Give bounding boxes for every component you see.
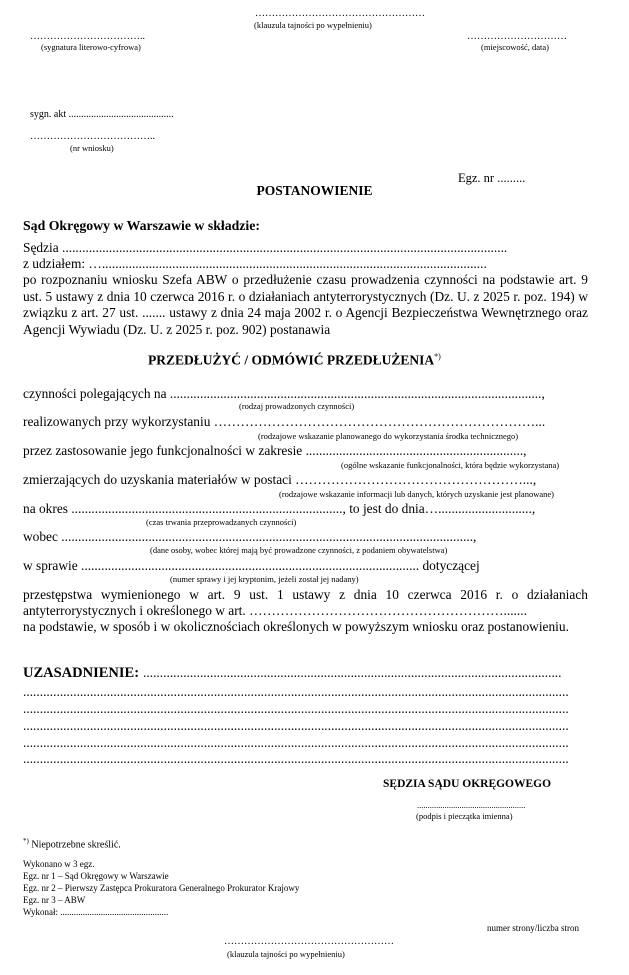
footnote-mark: *)	[23, 837, 29, 845]
executed-by: Wykonał: ................................................	[23, 907, 169, 917]
justification-line-0: .............................................................................................................................	[143, 665, 562, 680]
judge-line: Sędzia .....................................................................................................................................	[23, 240, 508, 255]
period-line: na okres ................................................................................., to jest do dnia…............................,	[23, 501, 536, 516]
judge-signature-title: SĘDZIA SĄDU OKRĘGOWEGO	[383, 778, 552, 790]
copy-2: Egz. nr 2 – Pierwszy Zastępca Prokuratora Generalnego Prokurator Krajowy	[23, 883, 300, 893]
against-line: wobec ...........................................................................................................................,	[23, 529, 477, 544]
intro-paragraph: po rozpoznaniu wniosku Szefa ABW o przedłużenie czasu prowadzenia czynności na podstawie art. 9 ust. 5 ustawy z dnia 10 czerwca 2016 r. o działaniach antyterrorystycznych (Dz. U. z 2025 r. poz. 194) w związku z art. 27 ust. ....... ustawy z dnia 24 maja 2002 r. o Agencji Bezpieczeństwa Wewnętrznego oraz Agencji Wywiadu (Dz. U. z 2025 r. poz. 902) postanawia	[23, 272, 588, 337]
decision-heading-text: PRZEDŁUŻYĆ / ODMÓWIĆ PRZEDŁUŻENIA	[148, 352, 435, 368]
activities-hint: (rodzaj prowadzonych czynności)	[239, 401, 355, 411]
copies-made: Wykonano w 3 egz.	[23, 859, 95, 869]
participation-line: z udziałem: …...................................................................................................................	[23, 256, 487, 271]
document-title: POSTANOWIENIE	[256, 183, 373, 198]
means-line: realizowanych przy wykorzystaniu ………………………………………………………………...	[23, 414, 546, 429]
footnote-text: Niepotrzebne skreślić.	[31, 839, 121, 851]
top-classification-label: (klauzula tajności po wypełnieniu)	[254, 20, 372, 30]
judge-signature-label: (podpis i pieczątka imienna)	[416, 811, 513, 821]
means-hint: (rodzajowe wskazanie planowanego do wykorzystania środka technicznego)	[258, 431, 519, 441]
copy-3: Egz. nr 3 – ABW	[23, 895, 86, 905]
justification-line-2: ...................................................................................................................................................................	[23, 701, 569, 716]
case-hint: (numer sprawy i jej kryptonim, jeżeli został jej nadany)	[170, 574, 359, 584]
against-hint: (dane osoby, wobec której mają być prowadzone czynności, z podaniem obywatelstwa)	[150, 545, 448, 555]
justification-first-row	[23, 664, 588, 682]
functionality-hint: (ogólne wskazanie funkcjonalności, która będzie wykorzystana)	[341, 460, 560, 470]
decision-heading	[148, 352, 441, 369]
justification-label: UZASADNIENIE:	[23, 665, 140, 681]
basis-paragraph: na podstawie, w sposób i w okolicznościach określonych w powyższym wniosku oraz postanowieniu.	[23, 619, 569, 634]
crime-paragraph: przestępstwa wymienionego w art. 9 ust. 1 ustawy z dnia 10 czerwca 2016 r. o działaniach antyterrorystycznych i określonego w art. ………………………………………………….......	[23, 587, 588, 618]
period-hint: (czas trwania przeprowadzanych czynności)	[146, 517, 297, 527]
judge-signature-dots: ...................................................	[417, 800, 526, 810]
place-date-label: (miejscowość, data)	[481, 42, 549, 52]
signature-code-label: (sygnatura literowo-cyfrowa)	[41, 42, 141, 52]
justification-line-5: ...................................................................................................................................................................	[23, 751, 569, 766]
activities-line: czynności polegających na ...............................................................................................................,	[23, 386, 545, 401]
case-line: w sprawie ..................................................................................................... dotyczącej	[23, 558, 480, 573]
functionality-line: przez zastosowanie jego funkcjonalności w zakresie .................................................................,	[23, 443, 527, 458]
place-date-dots: …………………………	[467, 31, 567, 42]
court-heading: Sąd Okręgowy w Warszawie w składzie:	[23, 218, 260, 233]
request-number-dots: ………………………………..	[30, 131, 155, 142]
signature-code-dots: ……………………………..	[30, 31, 145, 42]
materials-hint: (rodzajowe wskazanie informacji lub danych, których uzyskanie jest planowane)	[279, 489, 554, 499]
page-number-label: numer strony/liczba stron	[487, 923, 579, 933]
footnote	[23, 837, 121, 850]
top-classification-dots: ……………………………………………	[255, 8, 425, 19]
request-number-label: (nr wniosku)	[70, 143, 114, 153]
justification-line-4: ...................................................................................................................................................................	[23, 735, 569, 750]
copy-number: Egz. nr .........	[458, 171, 526, 185]
decision-footnote-mark: *)	[434, 352, 441, 361]
justification-line-3: ...................................................................................................................................................................	[23, 718, 569, 733]
justification-line-1: ...................................................................................................................................................................	[23, 684, 569, 699]
materials-line: zmierzających do uzyskania materiałów w postaci ……………………………………………...,	[23, 472, 537, 487]
copy-1: Egz. nr 1 – Sąd Okręgowy w Warszawie	[23, 871, 169, 881]
bottom-classification-label: (klauzula tajności po wypełnieniu)	[227, 949, 345, 959]
case-reference: sygn. akt ..........................................	[30, 109, 174, 120]
bottom-classification-dots: ……………………………………………	[224, 936, 394, 947]
